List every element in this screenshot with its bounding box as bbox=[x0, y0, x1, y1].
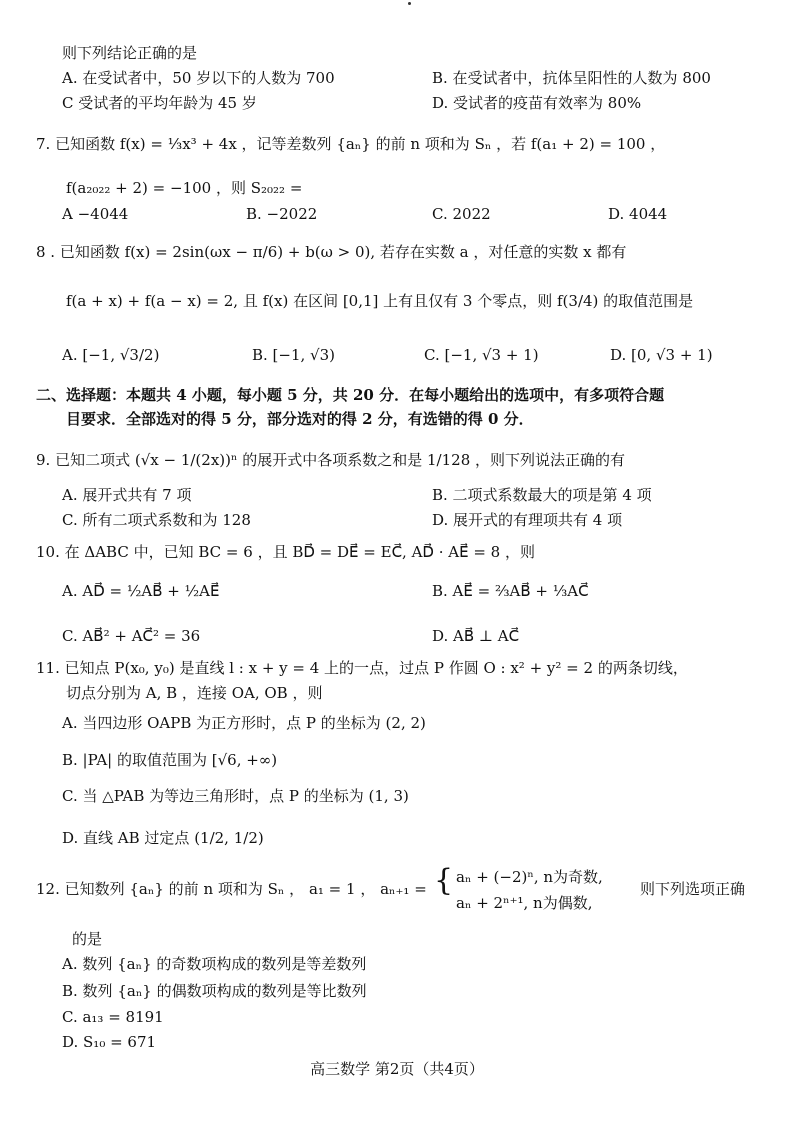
q6-option-b: B. 在受试者中，抗体呈阳性的人数为 800 bbox=[432, 69, 711, 87]
q7-option-b: B. −2022 bbox=[246, 205, 318, 223]
q7-option-a: A −4044 bbox=[62, 205, 129, 223]
q10-option-b: B. AE⃗ = ⅔AB⃗ + ⅓AC⃗ bbox=[432, 582, 589, 600]
q11-option-b: B. |PA| 的取值范围为 [√6, +∞) bbox=[62, 751, 278, 769]
q11-option-c: C. 当 △PAB 为等边三角形时，点 P 的坐标为 (1, 3) bbox=[62, 787, 409, 805]
q11-stem-line1: 11. 已知点 P(x₀, y₀) 是直线 l : x + y = 4 上的一点，过点 P 作圆 O : x² + y² = 2 的两条切线， bbox=[36, 659, 688, 677]
q12-stem-line2: 的是 bbox=[72, 930, 103, 948]
q8-stem-line2: f(a + x) + f(a − x) = 2, 且 f(x) 在区间 [0,1] 上有且仅有 3 个零点，则 f(3/4) 的取值范围是 bbox=[66, 292, 694, 310]
q8-option-a: A. [−1, √3/2) bbox=[62, 346, 160, 364]
q9-stem: 9. 已知二项式 (√x − 1/(2x))ⁿ 的展开式中各项系数之和是 1/128 ，则下列说法正确的有 bbox=[36, 451, 626, 469]
q8-stem-line1: 8 . 已知函数 f(x) = 2sin(ωx − π/6) + b(ω > 0), 若存在实数 a ，对任意的实数 x 都有 bbox=[36, 243, 627, 261]
q7-stem-line1: 7. 已知函数 f(x) = ⅓x³ + 4x ，记等差数列 {aₙ} 的前 n 项和为 Sₙ ，若 f(a₁ + 2) = 100 ， bbox=[36, 135, 666, 153]
q8-option-b: B. [−1, √3) bbox=[252, 346, 336, 364]
q7-option-d: D. 4044 bbox=[608, 205, 668, 223]
q6-option-c: C 受试者的平均年龄为 45 岁 bbox=[62, 94, 257, 112]
q7-stem-line2: f(a₂₀₂₂ + 2) = −100 ，则 S₂₀₂₂ = bbox=[66, 179, 303, 197]
q7-option-c: C. 2022 bbox=[432, 205, 491, 223]
q12-case-odd: aₙ + (−2)ⁿ, n为奇数, bbox=[456, 868, 603, 886]
q12-stem-line1a: 12. 已知数列 {aₙ} 的前 n 项和为 Sₙ ， a₁ = 1 ， aₙ₊₁ = bbox=[36, 880, 427, 898]
q6-option-d: D. 受试者的疫苗有效率为 80% bbox=[432, 94, 642, 112]
q12-option-c: C. a₁₃ = 8191 bbox=[62, 1008, 164, 1026]
q12-brace: { bbox=[434, 863, 454, 898]
page-footer: 高三数学 第2页（共4页） bbox=[310, 1060, 484, 1078]
q10-stem: 10. 在 ΔABC 中，已知 BC = 6 ，且 BD⃗ = DE⃗ = EC⃗, AD⃗ · AE⃗ = 8 ，则 bbox=[36, 543, 535, 561]
q9-option-c: C. 所有二项式系数和为 128 bbox=[62, 511, 251, 529]
q10-option-d: D. AB⃗ ⊥ AC⃗ bbox=[432, 627, 520, 645]
section-heading-line2: 目要求．全部选对的得 5 分，部分选对的得 2 分，有选错的得 0 分． bbox=[66, 410, 534, 428]
q10-option-a: A. AD⃗ = ½AB⃗ + ½AE⃗ bbox=[62, 582, 220, 600]
q11-option-d: D. 直线 AB 过定点 (1/2, 1/2) bbox=[62, 829, 264, 847]
q8-option-d: D. [0, √3 + 1) bbox=[610, 346, 713, 364]
scan-dot bbox=[408, 2, 411, 5]
q11-option-a: A. 当四边形 OAPB 为正方形时，点 P 的坐标为 (2, 2) bbox=[62, 714, 426, 732]
q10-option-c: C. AB⃗² + AC⃗² = 36 bbox=[62, 627, 201, 645]
q12-option-d: D. S₁₀ = 671 bbox=[62, 1033, 157, 1051]
q12-case-even: aₙ + 2ⁿ⁺¹, n为偶数, bbox=[456, 894, 593, 912]
q12-option-b: B. 数列 {aₙ} 的偶数项构成的数列是等比数列 bbox=[62, 982, 367, 1000]
q9-option-d: D. 展开式的有理项共有 4 项 bbox=[432, 511, 623, 529]
q8-option-c: C. [−1, √3 + 1) bbox=[424, 346, 539, 364]
section-heading-line1: 二、选择题：本题共 4 小题，每小题 5 分，共 20 分．在每小题给出的选项中，有多项符合题 bbox=[36, 386, 665, 404]
q12-option-a: A. 数列 {aₙ} 的奇数项构成的数列是等差数列 bbox=[62, 955, 367, 973]
q9-option-b: B. 二项式系数最大的项是第 4 项 bbox=[432, 486, 652, 504]
q6-tail: 则下列结论正确的是 bbox=[62, 44, 198, 62]
q6-option-a: A. 在受试者中，50 岁以下的人数为 700 bbox=[62, 69, 335, 87]
q11-stem-line2: 切点分别为 A, B ，连接 OA, OB ，则 bbox=[66, 684, 323, 702]
q9-option-a: A. 展开式共有 7 项 bbox=[62, 486, 192, 504]
q12-stem-line1b: 则下列选项正确 bbox=[640, 880, 746, 898]
